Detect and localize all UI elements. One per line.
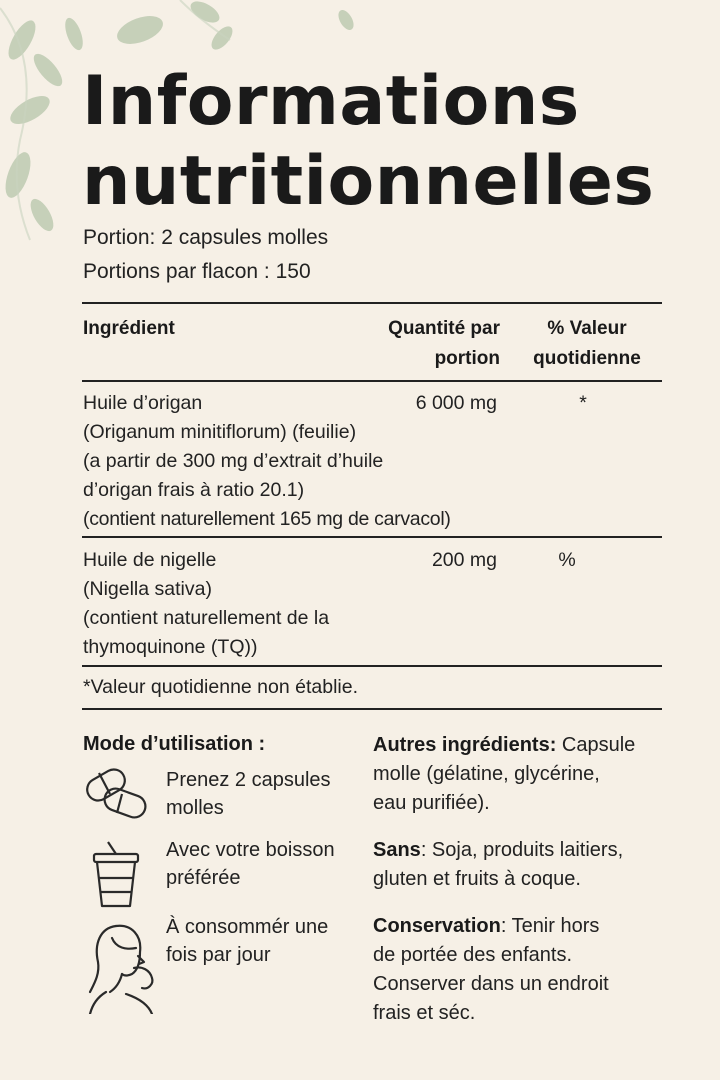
ingredient-line: Huile de nigelle xyxy=(83,549,217,571)
direction-step xyxy=(166,766,331,822)
free-from-label: Sans xyxy=(373,839,421,861)
step-line: Avec votre boisson xyxy=(166,839,335,861)
step-line: préférée xyxy=(166,867,241,889)
title-line-1: Informations xyxy=(82,62,580,141)
other-ingredients-text: molle (gélatine, glycérine, xyxy=(373,763,600,785)
direction-step xyxy=(166,913,328,969)
table-bottom-rule xyxy=(82,708,662,710)
step-line: molles xyxy=(166,797,224,819)
ingredient-line: Huile d’origan xyxy=(83,392,203,414)
ingredient-line: d’origan frais à ratio 20.1) xyxy=(83,479,305,501)
ingredient-line: (contient naturellement de la xyxy=(83,607,330,629)
storage-text: Conserver dans un endroit xyxy=(373,973,609,995)
other-ingredients-text: eau purifiée). xyxy=(373,792,490,814)
ingredient-line: (contient naturellement 165 mg de carvacol) xyxy=(83,508,451,530)
other-ingredients-label: Autres ingrédients: xyxy=(373,734,557,756)
step-line: À consommér une xyxy=(166,916,329,938)
directions-heading: Mode d’utilisation : xyxy=(83,733,266,755)
step-line: Prenez 2 capsules xyxy=(166,769,331,791)
header-amount-line-1: Quantité par xyxy=(388,318,500,339)
ingredient-line: thymoquinone (TQ)) xyxy=(83,636,258,658)
storage-text: : Tenir hors xyxy=(500,915,600,937)
ingredient-line: (a partir de 300 mg d’extrait d’huile xyxy=(83,450,384,472)
page-title xyxy=(82,62,702,222)
ingredient-line: (Nigella sativa) xyxy=(83,578,212,600)
row-rule xyxy=(82,665,662,667)
header-dv-line-2: quotidienne xyxy=(533,348,641,369)
storage-label: Conservation xyxy=(373,915,501,937)
header-amount xyxy=(340,314,500,374)
table-row-dv: % xyxy=(558,549,576,571)
header-daily-value xyxy=(512,314,662,374)
footnote: *Valeur quotidienne non établie. xyxy=(83,676,359,698)
free-from-text: gluten et fruits à coque. xyxy=(373,868,581,890)
person-icon xyxy=(86,918,172,1014)
capsules-icon xyxy=(82,764,150,824)
table-top-rule xyxy=(82,302,662,304)
header-rule xyxy=(82,380,662,382)
serving-size: Portion: 2 capsules molles xyxy=(83,226,329,249)
table-row-dv: * xyxy=(579,392,587,414)
direction-step xyxy=(166,836,335,892)
free-from-text: : Soja, produits laitiers, xyxy=(420,839,624,861)
table-row-amount: 6 000 mg xyxy=(415,392,497,414)
header-amount-line-2: portion xyxy=(434,348,500,369)
row-rule xyxy=(82,536,662,538)
header-dv-line-1: % Valeur xyxy=(547,318,627,339)
storage-text: frais et séc. xyxy=(373,1002,476,1024)
storage xyxy=(373,912,673,1028)
servings-per-bottle: Portions par flacon : 150 xyxy=(83,260,311,283)
header-ingredient: Ingrédient xyxy=(83,318,175,339)
ingredient-line: (Origanum minitiflorum) (feuilie) xyxy=(83,421,357,443)
other-ingredients xyxy=(373,731,673,818)
storage-text: de portée des enfants. xyxy=(373,944,573,966)
table-row-ingredient xyxy=(83,546,329,662)
table-row-amount: 200 mg xyxy=(431,549,497,571)
step-line: fois par jour xyxy=(166,944,271,966)
free-from xyxy=(373,836,673,894)
drink-cup-icon xyxy=(88,840,146,910)
title-line-2: nutritionnelles xyxy=(82,142,655,221)
other-ingredients-text: Capsule xyxy=(561,734,636,756)
